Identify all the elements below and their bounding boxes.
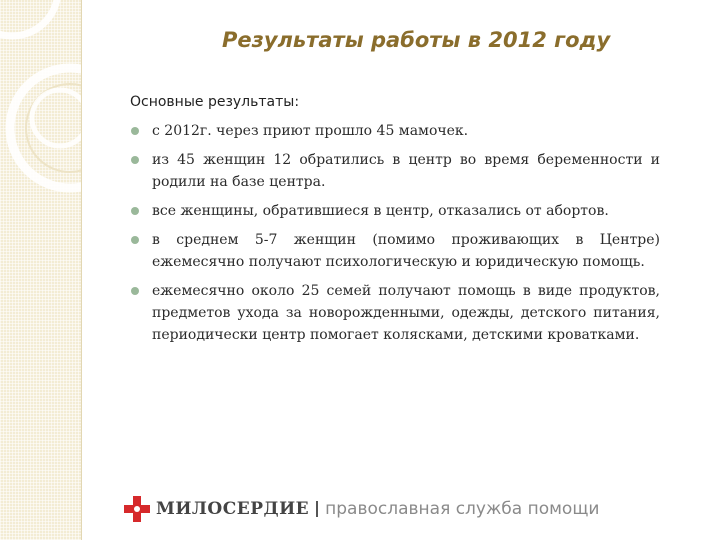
list-item [130, 280, 660, 346]
list-item-text: из 45 женщин 12 обратились в центр во время беременности и родили на базе центра. [152, 152, 660, 190]
bullet-icon [131, 236, 139, 244]
list-item [130, 200, 660, 222]
bullet-icon [131, 156, 139, 164]
list-item-text: все женщины, обратившиеся в центр, отказались от абортов. [152, 203, 609, 219]
bullet-icon [131, 287, 139, 295]
list-item-text: с 2012г. через приют прошло 45 мамочек. [152, 123, 469, 139]
brand-name: МИЛОСЕРДИЕ [156, 499, 310, 519]
list-item-text: в среднем 5-7 женщин (помимо проживающих в Центре) ежемесячно получают психологическую и юридическую помощь. [152, 232, 660, 270]
results-list [130, 120, 660, 353]
footer-logo [124, 494, 599, 524]
bullet-icon [131, 127, 139, 135]
slide-title: Результаты работы в 2012 году [222, 28, 611, 52]
decorative-side-panel [0, 0, 82, 540]
brand-separator [316, 501, 318, 517]
bullet-icon [131, 207, 139, 215]
list-item [130, 149, 660, 193]
decorative-arcs-icon [0, 0, 82, 540]
section-heading: Основные результаты: [130, 94, 300, 110]
red-cross-icon [124, 496, 150, 522]
list-item [130, 120, 660, 142]
list-item [130, 229, 660, 273]
list-item-text: ежемесячно около 25 семей получают помощь в виде продуктов, предметов ухода за новорожденными, одежды, детского питания, периодически центр помогает колясками, детскими кроватками. [152, 283, 660, 343]
brand-tagline: православная служба помощи [325, 499, 600, 519]
